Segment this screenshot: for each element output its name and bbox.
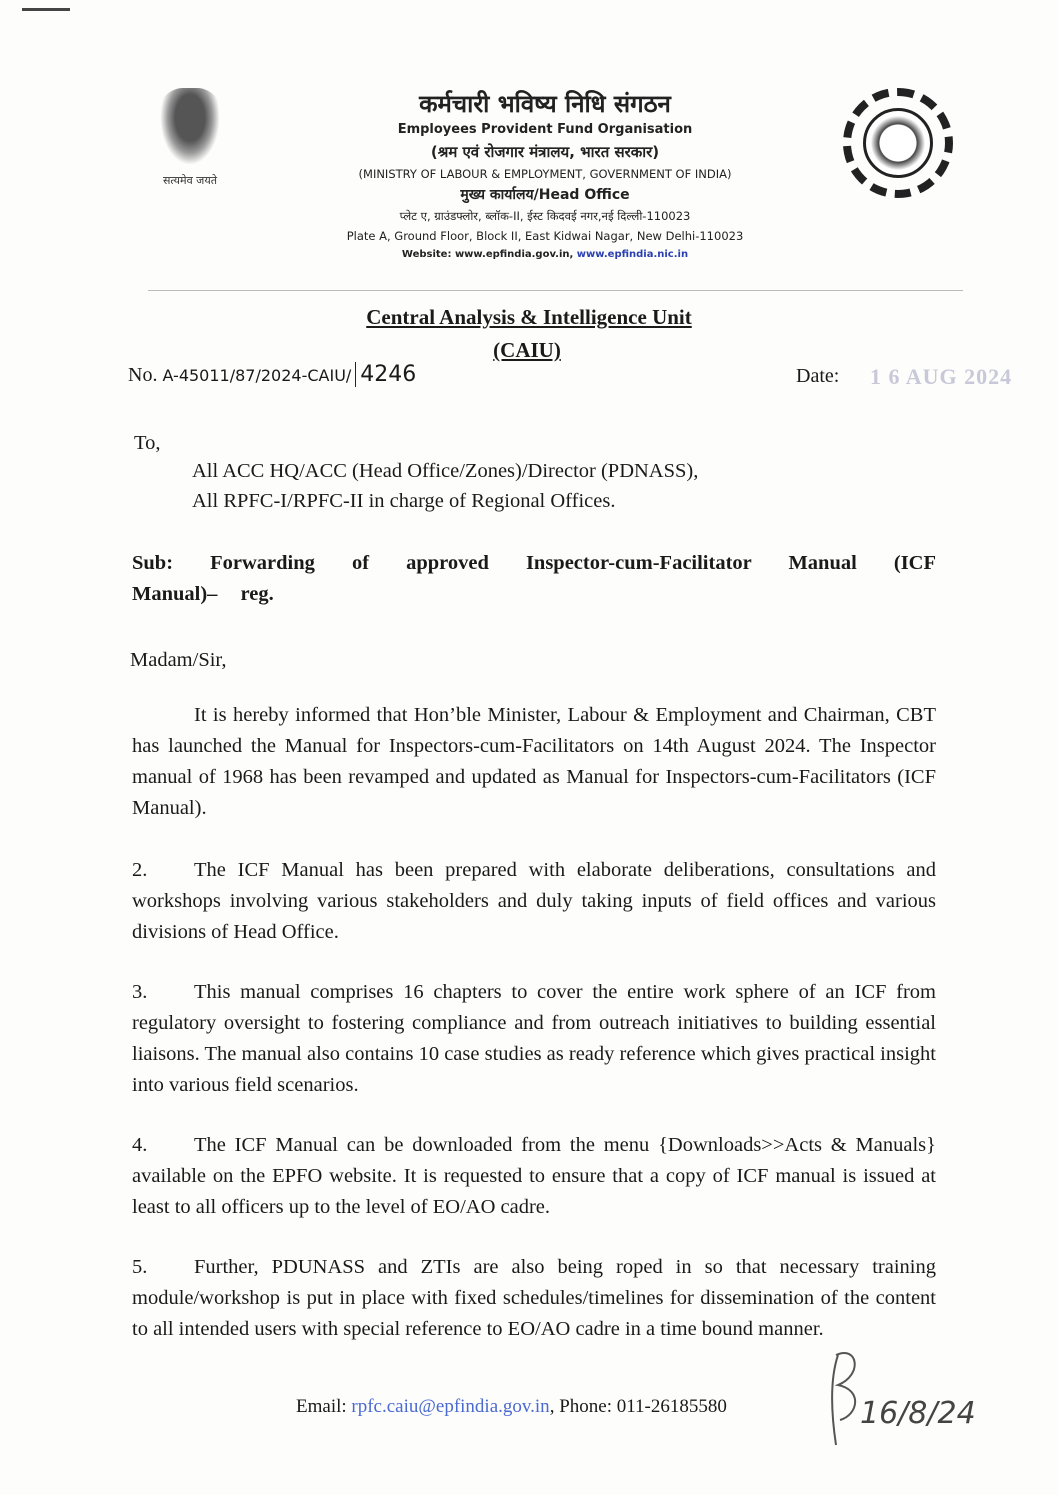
epfo-logo-icon [863, 108, 933, 178]
contact-footer [296, 1396, 727, 1418]
paragraph-number: 2. [132, 859, 148, 881]
salutation: Madam/Sir, [130, 649, 227, 671]
signature [818, 1345, 976, 1465]
paragraph-text: Further, PDUNASS and ZTIs are also being roped in so that necessary training module/workshop is put in place with fixed schedules/timelines for dissemination of the content to all intended users with special reference to EO/AO cadre in a time bound manner. [132, 1256, 936, 1340]
header-divider [148, 290, 963, 291]
address-english: Plate A, Ground Floor, Block II, East Kidwai Nagar, New Delhi-110023 [346, 229, 744, 243]
ministry-hindi: (श्रम एवं रोजगार मंत्रालय, भारत सरकार) [430, 143, 660, 161]
subject: Sub: Forwarding of approved Inspector-cum-Facilitator Manual (ICF Manual)– reg. [132, 552, 936, 605]
letterhead [300, 88, 790, 264]
national-emblem [145, 88, 235, 203]
website-link[interactable]: www.epfindia.nic.in [576, 249, 689, 260]
paragraph-number: 3. [132, 981, 148, 1003]
unit-name: Central Analysis & Intelligence Unit [366, 305, 692, 329]
paragraph-text: The ICF Manual has been prepared with elaborate deliberations, consultations and workshops involving various stakeholders and duly taking inputs of field offices and various divisions of Head Office. [132, 859, 936, 943]
scan-mark [22, 8, 70, 11]
emblem-motto: सत्यमेव जयते [162, 174, 217, 187]
signature-date: 16/8/24 [860, 1396, 976, 1431]
unit-abbr: (CAIU) [493, 338, 561, 362]
address-hindi: प्लेट ए, ग्राउंडफ्लोर, ब्लॉक-II, ईस्ट किदवई नगर,नई दिल्ली-110023 [399, 209, 691, 223]
ministry-english: (MINISTRY OF LABOUR & EMPLOYMENT, GOVERNMENT OF INDIA) [358, 167, 732, 181]
paragraph-5 [132, 1252, 936, 1345]
paragraph-number: 5. [132, 1256, 148, 1278]
website [300, 246, 790, 264]
paragraph-3 [132, 977, 936, 1101]
email-label: Email: [296, 1396, 352, 1417]
paragraph-number: 4. [132, 1134, 148, 1156]
paragraph-4 [132, 1130, 936, 1223]
paragraph-1: It is hereby informed that Hon’ble Minister, Labour & Employment and Chairman, CBT has launched the Manual for Inspectors-cum-Facilitators on 14th August 2024. The Inspector manual of 1968 has been revamped and updated as Manual for Inspectors-cum-Facilitators (ICF Manual). [132, 704, 936, 819]
to-label: To, [134, 432, 161, 454]
ref-handwritten: A-45011/87/2024-CAIU/ [162, 366, 352, 385]
paragraph-2 [132, 855, 936, 948]
org-name-hindi: कर्मचारी भविष्य निधि संगठन [419, 90, 671, 118]
addressee-line-1: All ACC HQ/ACC (Head Office/Zones)/Director (PDNASS), [192, 460, 699, 482]
phone: , Phone: 011-26185580 [549, 1396, 727, 1417]
date-stamp: 1 6 AUG 2024 [870, 364, 1013, 389]
addressee-line-2: All RPFC-I/RPFC-II in charge of Regional Offices. [192, 490, 616, 512]
website-label: Website: www.epfindia.gov.in, [401, 249, 577, 260]
ashoka-lions-icon [155, 88, 225, 173]
ref-prefix: No. [128, 364, 158, 386]
ref-number: 4246 [355, 362, 416, 387]
reference-number [128, 362, 416, 387]
org-name-english: Employees Provident Fund Organisation [397, 122, 693, 137]
date-label: Date: [796, 365, 840, 387]
epfo-seal-logo [843, 88, 953, 198]
paragraph-text: The ICF Manual can be downloaded from the menu {Downloads>>Acts & Manuals} available on the EPFO website. It is requested to ensure that a copy of ICF manual is issued at least to all officers up to the level of EO/AO cadre. [132, 1134, 936, 1218]
email-link[interactable]: rpfc.caiu@epfindia.gov.in [351, 1396, 550, 1417]
paragraph-text: This manual comprises 16 chapters to cover the entire work sphere of an ICF from regulatory oversight to fostering compliance and from outreach initiatives to building essential liaisons. The manual also contains 10 case studies as ready reference which gives practical insight into various field scenarios. [132, 981, 936, 1096]
head-office: मुख्य कार्यालय/Head Office [460, 187, 630, 203]
